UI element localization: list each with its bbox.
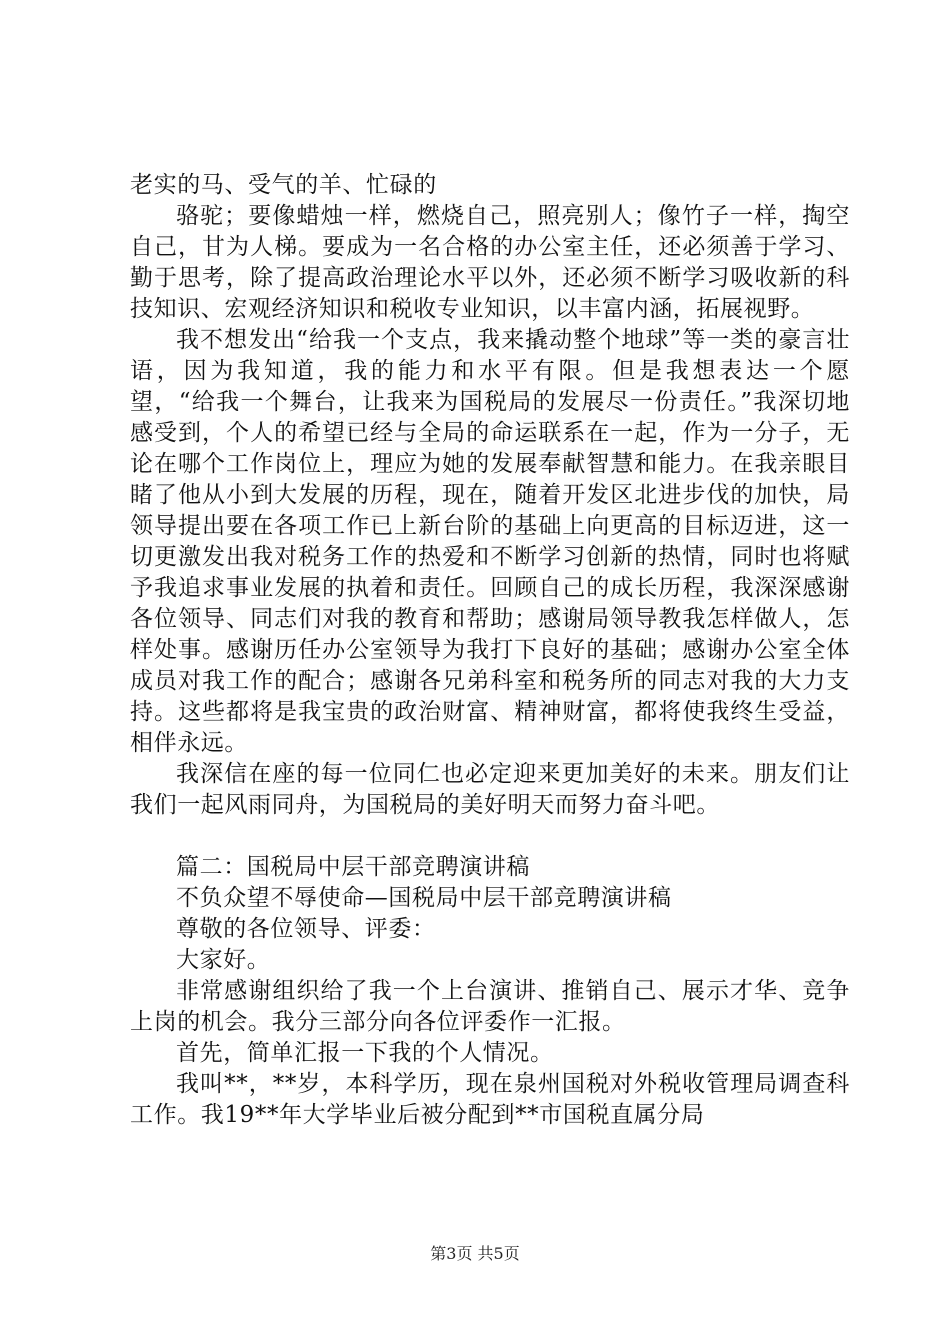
salutation: 尊敬的各位领导、评委： xyxy=(176,916,436,942)
greeting: 大家好。 xyxy=(176,947,271,973)
paragraph-camel-candle: 骆驼；要像蜡烛一样，燃烧自己，照亮别人；像竹子一样，掏空自己，甘为人梯。要成为一名合格的办公室主任，还必须善于学习、勤于思考，除了提高政治理论水平以外，还必须不断学习吸收新的科技知识、宏观经济知识和税收专业知识，以丰富内涵，拓展视野。 xyxy=(130,203,850,322)
section-gap xyxy=(130,821,850,852)
document-body xyxy=(130,170,850,1131)
page-number: 第3页 共5页 xyxy=(430,1244,520,1263)
paragraph-continuation: 老实的马、受气的羊、忙碌的 xyxy=(130,172,437,198)
speech-title: 不负众望不辱使命—国税局中层干部竞聘演讲稿 xyxy=(176,885,672,911)
paragraph-closing: 我深信在座的每一位同仁也必定迎来更加美好的未来。朋友们让我们一起风雨同舟，为国税局的美好明天而努力奋斗吧。 xyxy=(130,761,850,818)
paragraph-personal-info: 我叫**，**岁，本科学历，现在泉州国税对外税收管理局调查科工作。我19**年大学毕业后被分配到**市国税直属分局 xyxy=(130,1071,850,1128)
paragraph-intro: 首先，简单汇报一下我的个人情况。 xyxy=(176,1040,554,1066)
section-heading: 篇二：国税局中层干部竞聘演讲稿 xyxy=(176,854,530,880)
page-footer xyxy=(0,1244,950,1264)
paragraph-thanks: 非常感谢组织给了我一个上台演讲、推销自己、展示才华、竞争上岗的机会。我分三部分向各位评委作一汇报。 xyxy=(130,978,850,1035)
paragraph-wish-stage: 我不想发出“给我一个支点，我来撬动整个地球”等一类的豪言壮语，因为我知道，我的能力和水平有限。但是我想表达一个愿望，“给我一个舞台，让我来为国税局的发展尽一份责任。”我深切地感受到，个人的希望已经与全局的命运联系在一起，作为一分子，无论在哪个工作岗位上，理应为她的发展奉献智慧和能力。在我亲眼目睹了他从小到大发展的历程，现在，随着开发区北进步伐的加快，局领导提出要在各项工作已上新台阶的基础上向更高的目标迈进，这一切更激发出我对税务工作的热爱和不断学习创新的热情，同时也将赋予我追求事业发展的执着和责任。回顾自己的成长历程，我深深感谢各位领导、同志们对我的教育和帮助；感谢局领导教我怎样做人，怎样处事。感谢历任办公室领导为我打下良好的基础；感谢办公室全体成员对我工作的配合；感谢各兄弟科室和税务所的同志对我的大力支持。这些都将是我宝贵的政治财富、精神财富，都将使我终生受益，相伴永远。 xyxy=(130,327,850,756)
